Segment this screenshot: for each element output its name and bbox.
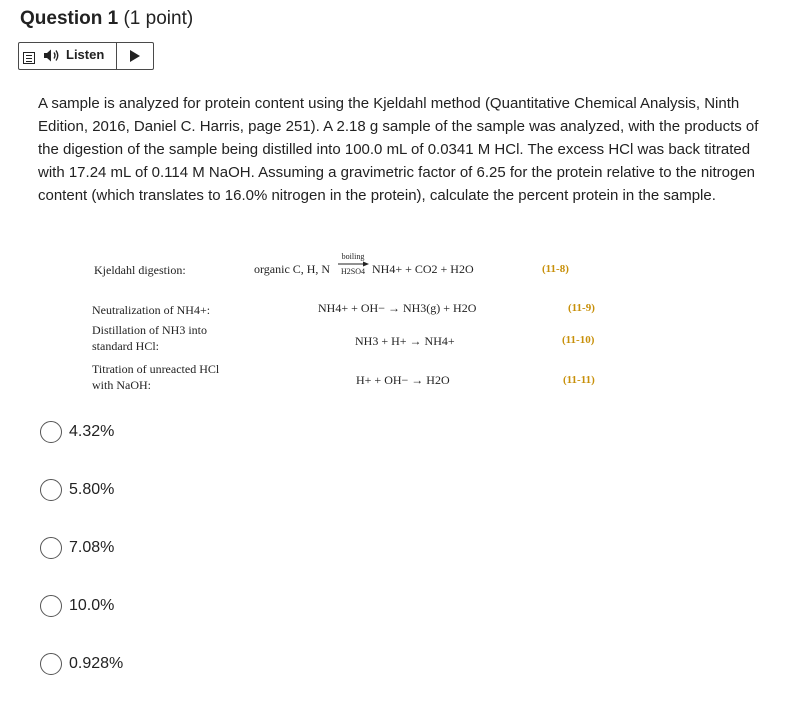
- question-number: Question 1: [20, 8, 119, 29]
- answer-option[interactable]: [40, 651, 123, 677]
- eq1-below: H2SO4: [340, 267, 365, 276]
- radio-button[interactable]: [40, 479, 62, 501]
- row-label-titration-line2: with NaOH:: [92, 378, 151, 392]
- answer-option-label[interactable]: 0.928%: [69, 655, 124, 672]
- answer-option-label[interactable]: 7.08%: [69, 539, 115, 556]
- answer-option[interactable]: [40, 535, 114, 561]
- eq1-above: boiling: [341, 252, 365, 261]
- speaker-icon[interactable]: [43, 48, 61, 63]
- menu-icon[interactable]: [23, 52, 35, 64]
- answer-option[interactable]: [40, 419, 114, 445]
- answer-option-label[interactable]: 4.32%: [69, 423, 115, 440]
- eq-number-11-10: (11-10): [562, 334, 595, 346]
- question-text: A sample is analyzed for protein content using the Kjeldahl method (Quantitative Chemical Analysis, Ninth Edition, 2016, Daniel C. Harris, page 251). A 2.18 g sample of the sample was analyzed, with the products of the digestion of the sample being distilled into 100.0 mL of 0.0341 M HCl. The excess HCl was back titrated with 17.24 mL of 0.114 M NaOH. Assuming a gravimetric factor of 6.25 for the protein relative to the nitrogen content (which translates to 16.0% nitrogen in the protein), calculate the percent protein in the sample.: [38, 95, 759, 204]
- eq1-reactant: organic C, H, N: [254, 262, 331, 276]
- question-title: [20, 8, 193, 30]
- play-icon[interactable]: [129, 49, 141, 63]
- radio-button[interactable]: [40, 595, 62, 617]
- equation-titration: H+ + OH− → H2O: [356, 373, 450, 387]
- answer-option-label[interactable]: 10.0%: [69, 597, 115, 614]
- row-label-titration-line1: Titration of unreacted HCl: [92, 362, 220, 376]
- radio-button[interactable]: [40, 421, 62, 443]
- row-label-neutralization: Neutralization of NH4+:: [92, 303, 211, 317]
- eq-number-11-11: (11-11): [563, 374, 595, 386]
- question-points: (1 point): [123, 8, 194, 29]
- answer-option[interactable]: [40, 593, 114, 619]
- listen-button[interactable]: Listen: [66, 47, 105, 62]
- radio-button[interactable]: [40, 653, 62, 675]
- listen-toolbar: [18, 42, 154, 70]
- row-label-titration: [92, 361, 219, 393]
- answer-option-label[interactable]: 5.80%: [69, 481, 115, 498]
- equation-digestion: [254, 262, 330, 277]
- eq1-products: NH4+ + CO2 + H2O: [372, 262, 474, 276]
- equation-neutralization: NH4+ + OH− → NH3(g) + H2O: [318, 301, 477, 315]
- row-label-distillation-line1: Distillation of NH3 into: [92, 323, 207, 337]
- equation-distillation: NH3 + H+ → NH4+: [355, 334, 455, 348]
- row-label-distillation-line2: standard HCl:: [92, 339, 159, 353]
- row-label-digestion: Kjeldahl digestion:: [94, 263, 186, 277]
- listen-divider: [116, 43, 117, 69]
- radio-button[interactable]: [40, 537, 62, 559]
- row-label-distillation: [92, 322, 207, 354]
- eq1-arrow: [338, 252, 368, 276]
- answer-option[interactable]: [40, 477, 114, 503]
- eq-number-11-9: (11-9): [568, 302, 595, 314]
- eq-number-11-8: (11-8): [542, 263, 569, 275]
